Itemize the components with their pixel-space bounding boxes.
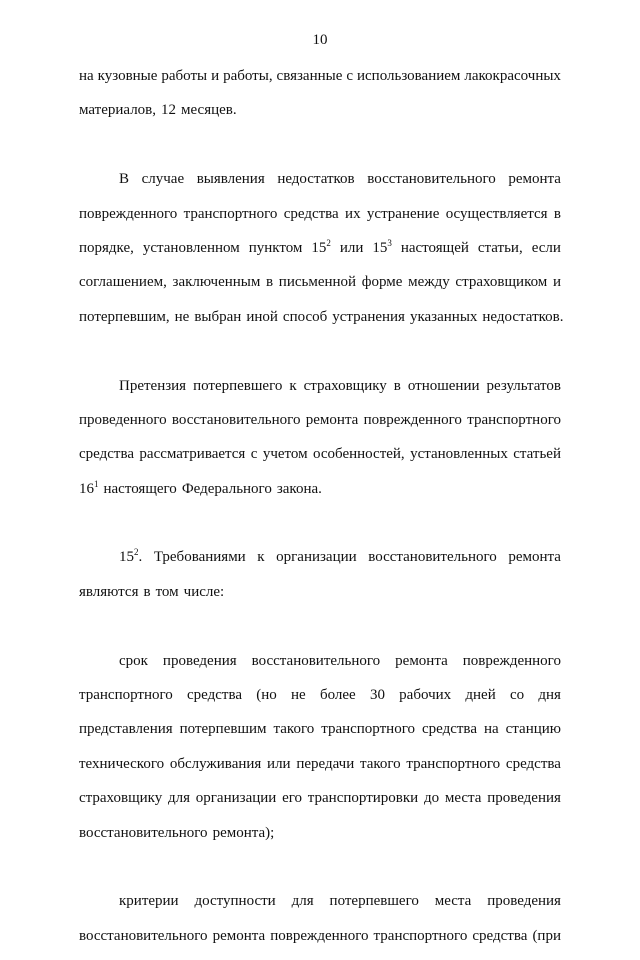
text-line: $15^2$. Требованиями к организации восстановительного ремонта [119,547,561,566]
text-line: соглашением, заключенным в письменной форме между страховщиком и [79,274,561,291]
page-number: 10 [312,32,328,48]
paragraph-gap [79,135,561,169]
paragraph-gap [79,341,561,375]
text-line: В случае выявления недостатков восстановительного ремонта [119,171,561,188]
document-body [79,66,564,960]
text-line: средства рассматривается с учетом особенностей, установленных статьей [79,446,561,463]
text-line: представления потерпевшим такого транспортного средства на станцию [79,721,561,738]
paragraph-gap [79,616,561,650]
text-line: материалов, 12 месяцев. [79,102,237,119]
text-line: восстановительного ремонта); [79,824,275,841]
text-line: срок проведения восстановительного ремонта поврежденного [119,652,561,669]
text-line: Претензия потерпевшего к страховщику в отношении результатов [119,377,561,394]
text-line: восстановительного ремонта поврежденного транспортного средства (при [79,927,561,944]
text-line: порядке, установленном пунктом $15^2$ или $15^3$ настоящей статьи, если [79,237,561,256]
paragraph-gap [79,857,561,891]
text-line: проведенного восстановительного ремонта поврежденного транспортного [79,411,561,428]
text-line: критерии доступности для потерпевшего места проведения [119,893,561,910]
text-line: $16^1$ настоящего Федерального закона. [79,478,322,497]
text-line: транспортного средства (но не более 30 рабочих дней со дня [79,687,561,704]
text-line: на кузовные работы и работы, связанные с использованием лакокрасочных [79,68,561,84]
text-line: поврежденного транспортного средства их устранение осуществляется в [79,205,561,222]
paragraph-gap [79,513,561,547]
text-line: технического обслуживания или передачи такого транспортного средства [79,755,561,772]
text-line: потерпевшим, не выбран иной способ устранения указанных недостатков. [79,308,564,325]
text-line: являются в том числе: [79,583,225,600]
text-line: страховщику для организации его транспортировки до места проведения [79,790,561,807]
